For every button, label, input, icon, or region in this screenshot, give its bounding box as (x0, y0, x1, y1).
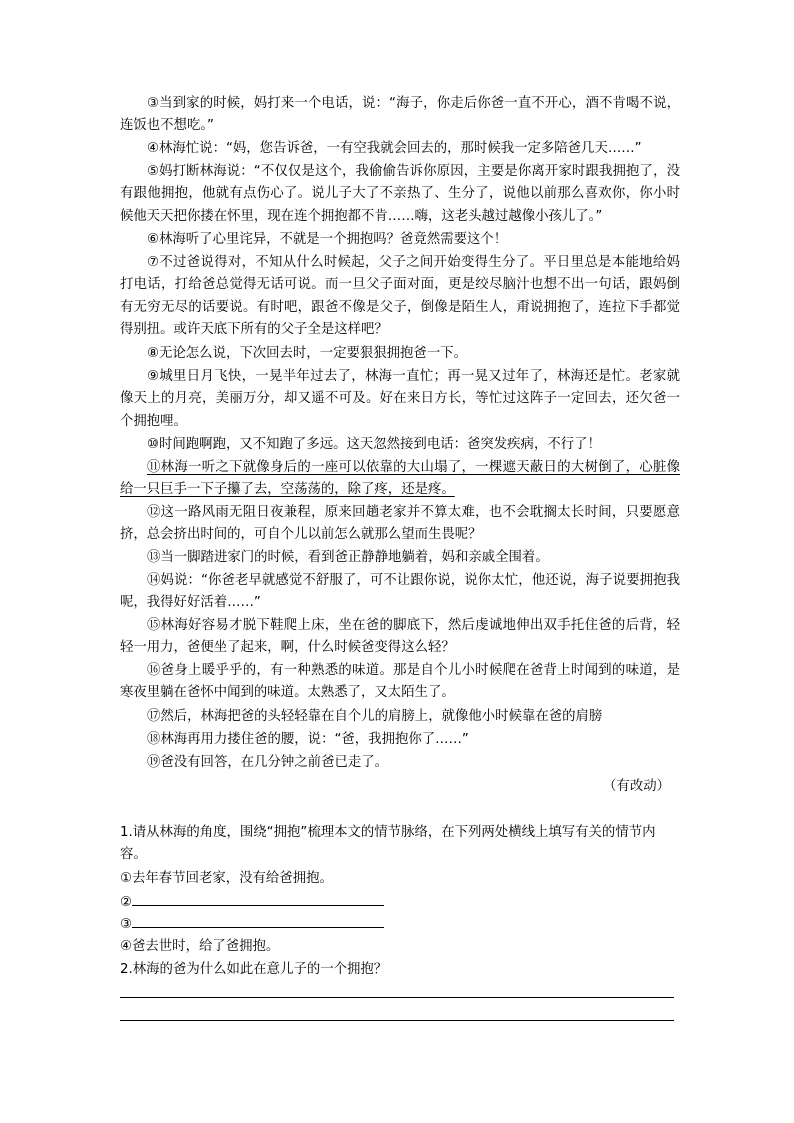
paragraph-13: ⑬当一脚踏进家门的时候，看到爸正静静地躺着，妈和亲戚全围着。 (147, 550, 549, 565)
paragraph-17: ⑰然后，林海把爸的头轻轻靠在自个儿的肩膀上，就像他小时候靠在爸的肩膀 (147, 709, 603, 724)
paragraph-19: ⑲爸没有回答，在几分钟之前爸已走了。 (147, 755, 389, 770)
paragraph-14: ⑭妈说：“你爸老早就感觉不舒服了，可不让跟你说，说你太忙，他还说，海子说要拥抱我呢，我得好好活着……” (120, 573, 680, 611)
answer-blank-3[interactable] (132, 913, 384, 928)
question-1-item-4: ④爸去世时，给了爸拥抱。 (120, 939, 280, 954)
paragraph-18: ⑱林海再用力搂住爸的腰，说：“爸，我拥抱你了……” (147, 732, 469, 747)
paragraph-12: ⑫这一路风雨无阻日夜兼程，原来回趟老家并不算太难，也不会耽搁太长时间，只要愿意挤，总会挤出时间的，可自个儿以前怎么就那么望而生畏呢？ (120, 505, 680, 543)
paragraph-9: ⑨城里日月飞快，一晃半年过去了，林海一直忙；再一晃又过年了，林海还是忙。老家就像天上的月亮，美丽万分，却又遥不可及。好在来日方长，等忙过这阵子一定回去，还欠爸一个拥抱哩。 (120, 369, 680, 429)
paragraph-10: ⑩时间跑啊跑，又不知跑了多远。这天忽然接到电话：爸突发疾病，不行了！ (147, 437, 601, 452)
paragraph-6: ⑥林海听了心里诧异，不就是一个拥抱吗？爸竟然需要这个！ (147, 232, 508, 247)
paragraph-11-underlined (120, 457, 680, 502)
question-1-item-3 (120, 913, 680, 936)
paragraph-3: ③当到家的时候，妈打来一个电话，说：“海子，你走后你爸一直不开心，酒不肯喝不说，连饭也不想吃。” (120, 96, 680, 134)
question-2: 2.林海的爸为什么如此在意儿子的一个拥抱？ (120, 962, 388, 977)
paragraph-7: ⑦不过爸说得对，不知从什么时候起，父子之间开始变得生分了。平日里总是本能地给妈打电话，打给爸总觉得无话可说。而一旦父子面对面，更是绞尽脑汁也想不出一句话，跟妈倒有无穷无尽的话要说。有时吧，跟爸不像是父子，倒像是陌生人，甭说拥抱了，连拉下手都觉得别扭。或许天底下所有的父子全是这样吧？ (120, 255, 680, 338)
paragraph-15: ⑮林海好容易才脱下鞋爬上床，坐在爸的脚底下，然后虔诚地伸出双手托住爸的后背，轻轻一用力，爸便坐了起来，啊，什么时候爸变得这么轻？ (120, 618, 680, 656)
answer-blank-2[interactable] (132, 891, 384, 906)
paragraph-8: ⑧无论怎么说，下次回去时，一定要狠狠拥抱爸一下。 (147, 346, 467, 361)
question-1-item-1: ①去年春节回老家，没有给爸拥抱。 (120, 871, 333, 886)
revision-note: （有改动） (603, 779, 670, 794)
underlined-text: ⑪林海一听之下就像身后的一座可以依靠的大山塌了，一棵遮天蔽日的大树倒了，心脏像给一只巨手一下子攥了去，空荡荡的，除了疼，还是疼。 (120, 460, 680, 498)
answer-line-2[interactable] (120, 1020, 674, 1021)
answer-line-1[interactable] (120, 997, 674, 998)
item-2-number: ② (120, 895, 133, 910)
paragraph-16: ⑯爸身上暖乎乎的，有一种熟悉的味道。那是自个儿小时候爬在爸背上时闻到的味道，是寒夜里躺在爸怀中闻到的味道。太熟悉了，又太陌生了。 (120, 663, 680, 701)
paragraph-5: ⑤妈打断林海说：“不仅仅是这个，我偷偷告诉你原因，主要是你离开家时跟我拥抱了，没有跟他拥抱，他就有点伤心了。说儿子大了不亲热了、生分了，说他以前那么喜欢你，你小时候他天天把你搂在怀里，现在连个拥抱都不肯……嗨，这老头越过越像小孩儿了。” (120, 164, 680, 224)
paragraph-4: ④林海忙说：“妈，您告诉爸，一有空我就会回去的，那时候我一定多陪爸几天……” (147, 141, 642, 156)
question-1: 1.请从林海的角度，围绕“拥抱”梳理本文的情节脉络，在下列两处横线上填写有关的情节内容。 (120, 825, 656, 863)
item-3-number: ③ (120, 917, 133, 932)
question-1-item-2 (120, 891, 680, 914)
